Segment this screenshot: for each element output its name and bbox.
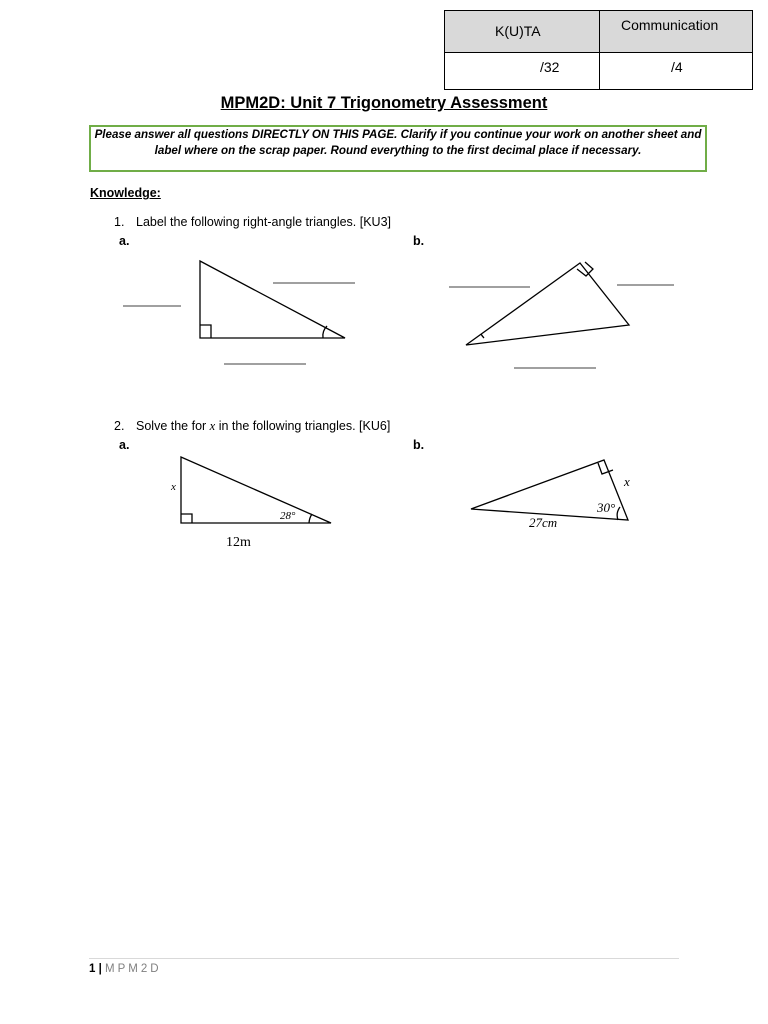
question-2-part-b: b. [413,438,425,452]
question-1-part-b: b. [413,234,425,248]
question-2-text-before: Solve the for [136,419,210,433]
page-title: MPM2D: Unit 7 Trigonometry Assessment [220,94,548,112]
footer-divider [89,958,679,959]
instructions-box: Please answer all questions DIRECTLY ON THIS PAGE. Clarify if you continue your work on another sheet and label where on the scrap paper. Round everything to the first decimal place if necessary. [89,125,707,172]
question-1-part-a: a. [119,234,130,248]
q2a-base-label: 12m [226,535,251,550]
question-2-variable: x [209,419,216,433]
q1b-answer-lines [449,285,674,368]
question-1-text: Label the following right-angle triangles. [KU3] [136,215,392,229]
question-2-part-a: a. [119,438,130,452]
score-value-communication: /4 [671,59,683,75]
question-1-number: 1. [114,215,125,229]
question-2-number: 2. [114,419,125,433]
score-value-kuta: /32 [540,59,560,75]
q2a-triangle [181,457,331,523]
question-2-text-after: in the following triangles. [KU6] [215,419,391,433]
footer-separator: | [98,963,102,975]
q2a-angle-label: 28° [280,510,296,522]
q1a-triangle [200,261,345,338]
footer-brand: MPM2D [105,963,162,975]
q2b-side-label: x [624,474,630,489]
q1b-triangle [466,262,629,345]
page-number: 1 [89,963,96,975]
q1a-answer-lines [123,283,355,364]
page-footer [89,963,162,975]
score-header-kuta: K(U)TA [495,23,541,39]
section-heading: Knowledge: [90,186,161,200]
q2b-angle-label: 30° [597,500,616,515]
q2a-side-label: x [171,481,176,493]
score-header-communication: Communication [621,17,719,33]
q2b-base-label: 27cm [529,515,558,530]
